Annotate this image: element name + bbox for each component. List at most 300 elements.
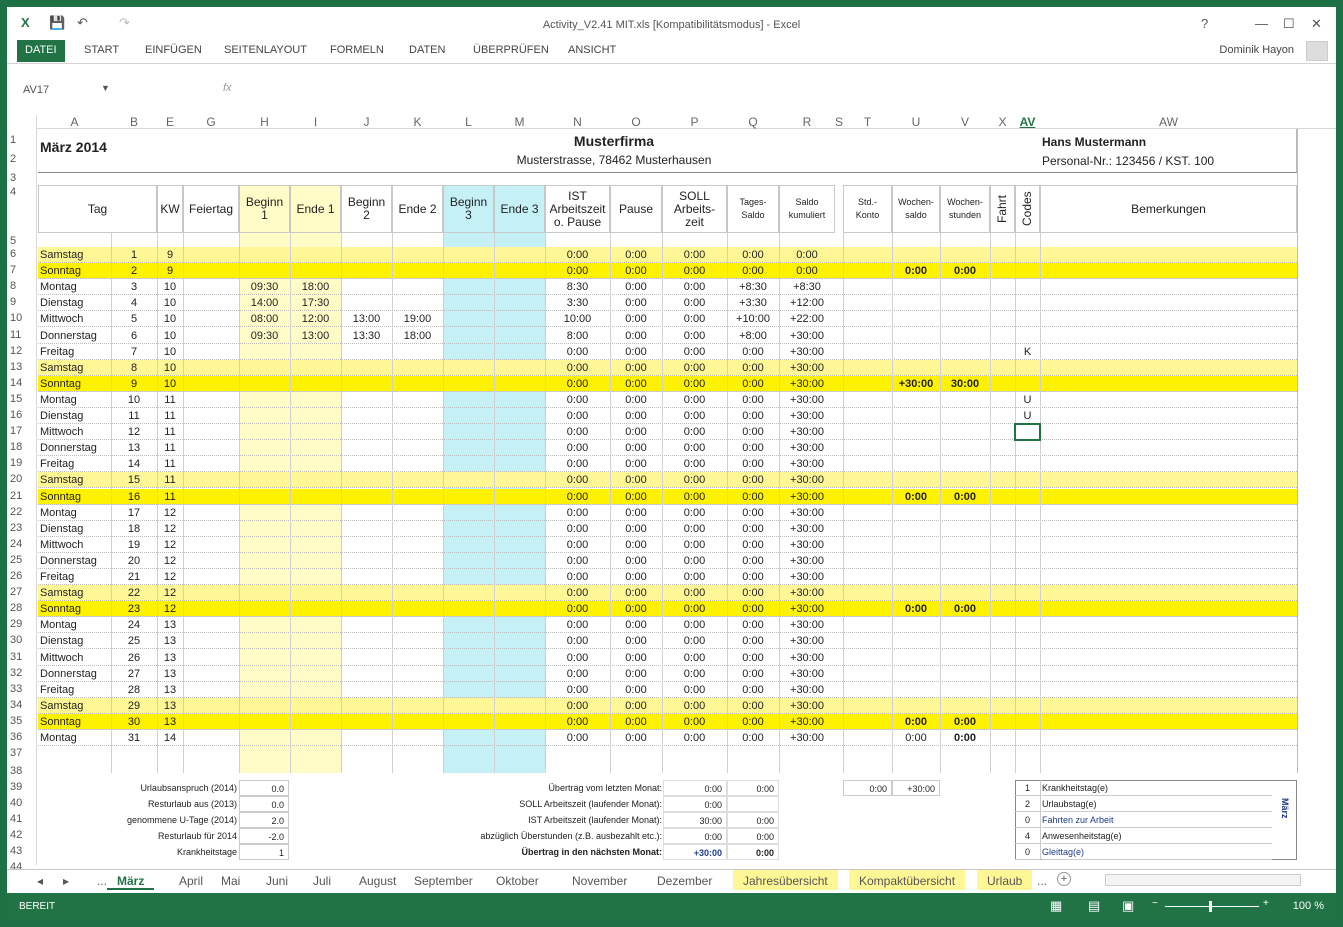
- summary-value[interactable]: -2.0: [239, 828, 289, 844]
- day-cell-B[interactable]: 8: [130, 361, 138, 374]
- day-cell-O[interactable]: 0:00: [625, 281, 647, 294]
- row-number[interactable]: 25: [10, 553, 23, 566]
- day-cell-U[interactable]: 0:00: [904, 603, 928, 616]
- day-cell-O[interactable]: 0:00: [625, 667, 647, 680]
- day-cell-A[interactable]: Dienstag: [40, 635, 84, 648]
- day-cell-V[interactable]: 0:00: [953, 490, 977, 503]
- day-cell-O[interactable]: 0:00: [625, 522, 647, 535]
- day-cell-O[interactable]: 0:00: [625, 265, 647, 278]
- day-cell-B[interactable]: 30: [127, 715, 141, 728]
- carryover-value[interactable]: 0:00: [663, 796, 727, 812]
- day-cell-B[interactable]: 2: [130, 265, 138, 278]
- day-cell-B[interactable]: 22: [127, 587, 141, 600]
- row-number[interactable]: 17: [10, 425, 23, 438]
- day-cell-B[interactable]: 31: [127, 732, 141, 744]
- day-cell-A[interactable]: Sonntag: [40, 490, 81, 503]
- day-cell-P[interactable]: 0:00: [683, 313, 706, 326]
- day-cell-P[interactable]: 0:00: [683, 377, 706, 390]
- day-cell-B[interactable]: 13: [127, 442, 141, 455]
- header-cell-E[interactable]: KW: [157, 185, 183, 233]
- day-cell-B[interactable]: 6: [130, 329, 138, 342]
- day-cell-U[interactable]: 0:00: [904, 490, 928, 503]
- day-cell-Q[interactable]: 0:00: [742, 619, 764, 632]
- row-number[interactable]: 9: [10, 296, 17, 309]
- day-cell-N[interactable]: 8:00: [566, 329, 589, 342]
- carryover-value[interactable]: +30:00: [663, 844, 727, 860]
- day-cell-P[interactable]: 0:00: [683, 297, 706, 310]
- header-cell-O[interactable]: Pause: [610, 185, 662, 233]
- day-cell-E[interactable]: 13: [163, 651, 177, 664]
- day-cell-B[interactable]: 5: [130, 313, 138, 326]
- day-cell-Q[interactable]: 0:00: [742, 554, 764, 567]
- day-cell-B[interactable]: 19: [127, 538, 141, 551]
- ribbon-tab-5[interactable]: DATEN: [409, 44, 446, 56]
- column-header-L[interactable]: L: [465, 115, 472, 129]
- row-number[interactable]: 33: [10, 682, 23, 695]
- column-header-AW[interactable]: AW: [1159, 115, 1178, 129]
- day-cell-B[interactable]: 7: [130, 345, 138, 358]
- day-cell-O[interactable]: 0:00: [625, 458, 647, 471]
- day-cell-P[interactable]: 0:00: [683, 554, 706, 567]
- day-cell-R[interactable]: +30:00: [790, 587, 824, 600]
- day-cell-Q[interactable]: 0:00: [742, 442, 764, 455]
- column-header-M[interactable]: M: [514, 115, 525, 129]
- ribbon-tab-0[interactable]: DATEI: [17, 40, 65, 62]
- avatar[interactable]: [1306, 41, 1328, 61]
- row-number[interactable]: 20: [10, 473, 23, 486]
- column-header-AV[interactable]: AV: [1019, 115, 1036, 129]
- day-cell-E[interactable]: 10: [163, 313, 177, 326]
- column-header-Q[interactable]: Q: [748, 115, 758, 129]
- day-cell-Q[interactable]: +8:30: [739, 281, 767, 294]
- row-number[interactable]: 41: [10, 813, 23, 825]
- column-header-N[interactable]: N: [573, 115, 582, 129]
- header-cell-V[interactable]: Wochen- stunden: [940, 185, 990, 233]
- page-break-icon[interactable]: ▣: [1122, 898, 1135, 913]
- day-cell-N[interactable]: 0:00: [566, 442, 589, 455]
- zoom-slider-thumb[interactable]: [1209, 901, 1212, 912]
- day-cell-E[interactable]: 9: [166, 265, 174, 278]
- sheet-tab-13[interactable]: Urlaub: [977, 870, 1032, 890]
- day-cell-Q[interactable]: 0:00: [742, 426, 764, 439]
- day-cell-Q[interactable]: 0:00: [742, 522, 764, 535]
- day-cell-B[interactable]: 17: [127, 506, 141, 519]
- row-number[interactable]: 4: [10, 186, 17, 198]
- header-cell-M[interactable]: Ende 3: [494, 185, 545, 233]
- day-cell-R[interactable]: +30:00: [790, 699, 824, 712]
- day-cell-P[interactable]: 0:00: [683, 732, 706, 744]
- day-cell-O[interactable]: 0:00: [625, 361, 647, 374]
- day-cell-A[interactable]: Montag: [40, 393, 77, 406]
- tab-prev-icon[interactable]: ◂: [37, 874, 44, 888]
- day-cell-P[interactable]: 0:00: [683, 715, 706, 728]
- day-cell-Q[interactable]: 0:00: [742, 249, 764, 261]
- header-cell-A[interactable]: Tag: [38, 185, 157, 233]
- row-number[interactable]: 23: [10, 521, 23, 534]
- day-cell-A[interactable]: Dienstag: [40, 297, 84, 310]
- day-cell-Q[interactable]: 0:00: [742, 490, 764, 503]
- carryover-value-2[interactable]: 0:00: [727, 844, 779, 860]
- day-cell-N[interactable]: 0:00: [566, 667, 589, 680]
- day-cell-P[interactable]: 0:00: [683, 522, 706, 535]
- day-cell-Q[interactable]: 0:00: [742, 393, 764, 406]
- page-layout-icon[interactable]: ▤: [1088, 898, 1101, 913]
- day-cell-E[interactable]: 10: [163, 345, 177, 358]
- day-cell-R[interactable]: +30:00: [790, 603, 824, 616]
- carryover-value[interactable]: 0:00: [663, 780, 727, 796]
- day-cell-B[interactable]: 25: [127, 635, 141, 648]
- day-cell-O[interactable]: 0:00: [625, 635, 647, 648]
- day-cell-P[interactable]: 0:00: [683, 506, 706, 519]
- day-cell-N[interactable]: 0:00: [566, 522, 589, 535]
- day-cell-Q[interactable]: 0:00: [742, 651, 764, 664]
- day-cell-E[interactable]: 11: [164, 490, 176, 503]
- day-cell-B[interactable]: 1: [130, 249, 138, 261]
- day-cell-Q[interactable]: 0:00: [742, 635, 764, 648]
- day-cell-E[interactable]: 14: [163, 732, 177, 744]
- day-cell-B[interactable]: 16: [127, 490, 141, 503]
- day-cell-A[interactable]: Mittwoch: [40, 313, 84, 326]
- header-cell-R[interactable]: Saldo kumuliert: [779, 185, 835, 233]
- day-cell-E[interactable]: 12: [163, 587, 177, 600]
- day-cell-B[interactable]: 11: [128, 410, 140, 422]
- day-cell-R[interactable]: +30:00: [790, 410, 824, 422]
- day-cell-A[interactable]: Dienstag: [40, 522, 84, 535]
- header-cell-L[interactable]: Beginn 3: [443, 185, 494, 233]
- column-header-P[interactable]: P: [690, 115, 699, 129]
- day-cell-P[interactable]: 0:00: [683, 635, 706, 648]
- day-cell-H[interactable]: 14:00: [250, 297, 279, 310]
- day-cell-Q[interactable]: +8:00: [739, 329, 767, 342]
- sheet-tab-4[interactable]: Juni: [266, 874, 289, 888]
- day-cell-Q[interactable]: 0:00: [742, 571, 764, 583]
- column-header-B[interactable]: B: [129, 115, 138, 129]
- day-cell-A[interactable]: Sonntag: [40, 377, 81, 390]
- day-cell-P[interactable]: 0:00: [683, 619, 706, 632]
- day-cell-E[interactable]: 13: [163, 635, 177, 648]
- row-number[interactable]: 31: [10, 650, 23, 663]
- row-number[interactable]: 21: [10, 489, 23, 502]
- day-cell-Q[interactable]: 0:00: [742, 732, 764, 744]
- day-cell-A[interactable]: Freitag: [40, 571, 75, 583]
- carryover-value-2[interactable]: 0:00: [727, 780, 779, 796]
- day-cell-A[interactable]: Freitag: [40, 458, 75, 471]
- day-cell-R[interactable]: +30:00: [790, 474, 824, 487]
- day-cell-P[interactable]: 0:00: [683, 393, 706, 406]
- day-cell-P[interactable]: 0:00: [683, 281, 706, 294]
- day-cell-B[interactable]: 12: [127, 426, 141, 439]
- column-header-G[interactable]: G: [206, 115, 216, 129]
- help-button[interactable]: ?: [1201, 16, 1209, 31]
- header-cell-H[interactable]: Beginn 1: [239, 185, 290, 233]
- ribbon-tab-6[interactable]: ÜBERPRÜFEN: [473, 44, 549, 56]
- day-cell-O[interactable]: 0:00: [625, 377, 647, 390]
- summary-value[interactable]: 0.0: [239, 780, 289, 796]
- day-cell-K[interactable]: 19:00: [403, 313, 432, 326]
- day-cell-R[interactable]: +30:00: [790, 329, 824, 342]
- zoom-in-icon[interactable]: +: [1263, 898, 1269, 909]
- day-cell-AV[interactable]: U: [1023, 410, 1032, 422]
- day-cell-E[interactable]: 12: [163, 554, 177, 567]
- day-cell-V[interactable]: 0:00: [953, 265, 977, 278]
- day-cell-R[interactable]: +30:00: [790, 442, 824, 455]
- day-cell-P[interactable]: 0:00: [683, 651, 706, 664]
- day-cell-I[interactable]: 18:00: [301, 281, 330, 294]
- day-cell-A[interactable]: Mittwoch: [40, 651, 84, 664]
- day-cell-E[interactable]: 10: [163, 329, 177, 342]
- day-cell-R[interactable]: +30:00: [790, 715, 824, 728]
- sheet-tab-11[interactable]: Jahresübersicht: [733, 870, 838, 890]
- row-number[interactable]: 8: [10, 280, 17, 293]
- day-cell-O[interactable]: 0:00: [625, 683, 647, 696]
- day-cell-O[interactable]: 0:00: [625, 410, 647, 422]
- sheet-tab-5[interactable]: Juli: [313, 874, 332, 888]
- day-cell-N[interactable]: 0:00: [566, 554, 589, 567]
- day-cell-A[interactable]: Montag: [40, 281, 77, 294]
- day-cell-N[interactable]: 0:00: [566, 506, 589, 519]
- day-cell-R[interactable]: +30:00: [790, 377, 824, 390]
- ribbon-tab-4[interactable]: FORMELN: [330, 44, 384, 56]
- day-cell-O[interactable]: 0:00: [625, 571, 647, 583]
- day-cell-B[interactable]: 27: [127, 667, 141, 680]
- day-cell-Q[interactable]: 0:00: [742, 410, 764, 422]
- day-cell-V[interactable]: 30:00: [950, 377, 980, 390]
- horizontal-scrollbar[interactable]: [1105, 874, 1301, 886]
- row-number[interactable]: 10: [10, 312, 23, 325]
- day-cell-A[interactable]: Freitag: [40, 345, 75, 358]
- day-cell-B[interactable]: 21: [127, 571, 141, 583]
- day-cell-U[interactable]: 0:00: [904, 715, 928, 728]
- restore-button[interactable]: ☐: [1283, 16, 1295, 31]
- day-cell-O[interactable]: 0:00: [625, 426, 647, 439]
- spreadsheet-grid[interactable]: [7, 115, 1336, 869]
- row-number[interactable]: 1: [10, 134, 17, 146]
- row-number[interactable]: 28: [10, 602, 23, 615]
- day-cell-A[interactable]: Samstag: [40, 587, 84, 600]
- day-cell-AV[interactable]: K: [1023, 345, 1032, 358]
- row-number[interactable]: 40: [10, 797, 23, 809]
- day-cell-E[interactable]: 11: [164, 458, 176, 471]
- day-cell-R[interactable]: +30:00: [790, 667, 824, 680]
- column-header-O[interactable]: O: [631, 115, 641, 129]
- day-cell-E[interactable]: 13: [163, 715, 177, 728]
- zoom-level[interactable]: 100 %: [1292, 900, 1324, 912]
- row-number[interactable]: 34: [10, 698, 23, 711]
- day-cell-N[interactable]: 0:00: [566, 490, 589, 503]
- undo-icon[interactable]: ↶: [77, 15, 88, 30]
- day-cell-O[interactable]: 0:00: [625, 603, 647, 616]
- sheet-tab-7[interactable]: September: [414, 874, 473, 888]
- day-cell-R[interactable]: +30:00: [790, 522, 824, 535]
- row-number[interactable]: 14: [10, 376, 23, 389]
- column-header-J[interactable]: J: [363, 115, 370, 129]
- day-cell-J[interactable]: 13:00: [352, 313, 381, 326]
- day-cell-O[interactable]: 0:00: [625, 554, 647, 567]
- chevron-down-icon[interactable]: ▼: [101, 83, 110, 93]
- day-cell-R[interactable]: 0:00: [796, 265, 818, 278]
- day-cell-E[interactable]: 13: [163, 667, 177, 680]
- day-cell-E[interactable]: 10: [163, 361, 177, 374]
- sheet-tab-3[interactable]: Mai: [221, 874, 241, 888]
- day-cell-N[interactable]: 0:00: [566, 265, 589, 278]
- carryover-value-2[interactable]: 0:00: [727, 828, 779, 844]
- day-cell-B[interactable]: 3: [130, 281, 138, 294]
- row-number[interactable]: 44: [10, 861, 23, 869]
- sheet-tab-0[interactable]: ...: [97, 874, 108, 888]
- save-icon[interactable]: 💾: [49, 15, 66, 30]
- row-number[interactable]: 22: [10, 505, 23, 518]
- close-button[interactable]: ✕: [1311, 16, 1322, 31]
- day-cell-N[interactable]: 0:00: [566, 410, 589, 422]
- day-cell-A[interactable]: Sonntag: [40, 603, 81, 616]
- day-cell-E[interactable]: 11: [164, 442, 176, 455]
- day-cell-Q[interactable]: 0:00: [742, 506, 764, 519]
- row-number[interactable]: 30: [10, 634, 23, 647]
- day-cell-E[interactable]: 9: [166, 249, 174, 261]
- day-cell-N[interactable]: 0:00: [566, 474, 589, 487]
- row-number[interactable]: 11: [10, 328, 22, 341]
- day-cell-B[interactable]: 9: [130, 377, 138, 390]
- row-number[interactable]: 3: [10, 172, 17, 184]
- day-cell-R[interactable]: +22:00: [790, 313, 824, 326]
- day-cell-R[interactable]: +30:00: [790, 426, 824, 439]
- carryover-value-2[interactable]: 0:00: [727, 812, 779, 828]
- day-cell-O[interactable]: 0:00: [625, 393, 647, 406]
- day-cell-O[interactable]: 0:00: [625, 313, 647, 326]
- day-cell-N[interactable]: 10:00: [563, 313, 592, 326]
- day-cell-N[interactable]: 0:00: [566, 732, 589, 744]
- day-cell-R[interactable]: 0:00: [796, 249, 818, 261]
- day-cell-R[interactable]: +30:00: [790, 490, 824, 503]
- day-cell-E[interactable]: 12: [163, 506, 177, 519]
- day-cell-R[interactable]: +30:00: [790, 506, 824, 519]
- row-number[interactable]: 42: [10, 829, 23, 841]
- day-cell-A[interactable]: Mittwoch: [40, 426, 84, 439]
- row-number[interactable]: 15: [10, 392, 23, 405]
- column-header-X[interactable]: X: [998, 115, 1007, 129]
- day-cell-R[interactable]: +30:00: [790, 635, 824, 648]
- sheet-tab-14[interactable]: ...: [1037, 874, 1048, 888]
- day-cell-P[interactable]: 0:00: [683, 699, 706, 712]
- header-cell-K[interactable]: Ende 2: [392, 185, 443, 233]
- day-cell-Q[interactable]: 0:00: [742, 345, 764, 358]
- day-cell-A[interactable]: Freitag: [40, 683, 75, 696]
- day-cell-R[interactable]: +30:00: [790, 393, 824, 406]
- row-number[interactable]: 2: [10, 153, 17, 165]
- day-cell-N[interactable]: 0:00: [566, 635, 589, 648]
- day-cell-E[interactable]: 13: [163, 619, 177, 632]
- day-cell-P[interactable]: 0:00: [683, 683, 706, 696]
- day-cell-Q[interactable]: 0:00: [742, 603, 764, 616]
- day-cell-J[interactable]: 13:30: [352, 329, 381, 342]
- day-cell-I[interactable]: 12:00: [301, 313, 330, 326]
- day-cell-A[interactable]: Montag: [40, 506, 77, 519]
- day-cell-P[interactable]: 0:00: [683, 538, 706, 551]
- sheet-tab-6[interactable]: August: [359, 874, 397, 888]
- row-number[interactable]: 37: [10, 747, 23, 760]
- column-header-S[interactable]: S: [835, 115, 844, 129]
- day-cell-N[interactable]: 0:00: [566, 651, 589, 664]
- day-cell-B[interactable]: 18: [127, 522, 141, 535]
- konto-value[interactable]: 0:00: [843, 780, 892, 796]
- zoom-slider[interactable]: [1165, 906, 1259, 907]
- sheet-tab-10[interactable]: Dezember: [657, 874, 713, 888]
- day-cell-R[interactable]: +30:00: [790, 361, 824, 374]
- day-cell-R[interactable]: +30:00: [790, 571, 824, 583]
- day-cell-P[interactable]: 0:00: [683, 249, 706, 261]
- day-cell-R[interactable]: +30:00: [790, 619, 824, 632]
- user-name[interactable]: Dominik Hayon: [1219, 44, 1294, 56]
- header-cell-N[interactable]: IST Arbeitszeit o. Pause: [545, 185, 610, 233]
- tab-next-icon[interactable]: ▸: [63, 874, 70, 888]
- day-cell-R[interactable]: +30:00: [790, 554, 824, 567]
- day-cell-AV[interactable]: U: [1023, 393, 1032, 406]
- day-cell-Q[interactable]: 0:00: [742, 538, 764, 551]
- row-number[interactable]: 13: [10, 360, 23, 373]
- day-cell-O[interactable]: 0:00: [625, 442, 647, 455]
- day-cell-B[interactable]: 15: [127, 474, 141, 487]
- row-number[interactable]: 5: [10, 235, 17, 247]
- normal-view-icon[interactable]: ▦: [1050, 898, 1063, 913]
- day-cell-P[interactable]: 0:00: [683, 329, 706, 342]
- day-cell-N[interactable]: 0:00: [566, 426, 589, 439]
- day-cell-E[interactable]: 13: [163, 699, 177, 712]
- day-cell-V[interactable]: 0:00: [953, 732, 977, 744]
- row-number[interactable]: 32: [10, 666, 23, 679]
- day-cell-A[interactable]: Donnerstag: [40, 667, 97, 680]
- day-cell-P[interactable]: 0:00: [683, 667, 706, 680]
- day-cell-V[interactable]: 0:00: [953, 603, 977, 616]
- row-number[interactable]: 24: [10, 537, 23, 550]
- row-number[interactable]: 7: [10, 264, 17, 277]
- day-cell-N[interactable]: 0:00: [566, 458, 589, 471]
- day-cell-E[interactable]: 11: [164, 410, 176, 422]
- day-cell-N[interactable]: 0:00: [566, 587, 589, 600]
- day-cell-B[interactable]: 24: [127, 619, 141, 632]
- name-box[interactable]: AV17: [23, 84, 50, 96]
- day-cell-Q[interactable]: 0:00: [742, 377, 764, 390]
- day-cell-E[interactable]: 12: [163, 571, 177, 583]
- column-header-T[interactable]: T: [863, 115, 872, 129]
- day-cell-R[interactable]: +12:00: [790, 297, 824, 310]
- summary-value[interactable]: 0.0: [239, 796, 289, 812]
- sheet-tab-9[interactable]: November: [572, 874, 628, 888]
- day-cell-O[interactable]: 0:00: [625, 506, 647, 519]
- day-cell-E[interactable]: 10: [163, 297, 177, 310]
- day-cell-O[interactable]: 0:00: [625, 297, 647, 310]
- row-number[interactable]: 29: [10, 618, 23, 631]
- day-cell-R[interactable]: +30:00: [790, 345, 824, 358]
- day-cell-A[interactable]: Samstag: [40, 474, 84, 487]
- day-cell-O[interactable]: 0:00: [625, 587, 647, 600]
- day-cell-P[interactable]: 0:00: [683, 474, 706, 487]
- row-number[interactable]: 27: [10, 586, 23, 599]
- day-cell-N[interactable]: 8:30: [566, 281, 589, 294]
- add-sheet-icon[interactable]: +: [1057, 872, 1071, 886]
- column-header-V[interactable]: V: [960, 115, 969, 129]
- day-cell-E[interactable]: 11: [164, 474, 176, 487]
- day-cell-U[interactable]: +30:00: [898, 377, 934, 390]
- day-cell-O[interactable]: 0:00: [625, 538, 647, 551]
- day-cell-Q[interactable]: 0:00: [742, 683, 764, 696]
- day-cell-Q[interactable]: 0:00: [742, 587, 764, 600]
- sheet-tab-12[interactable]: Kompaktübersicht: [849, 870, 965, 890]
- sheet-tab-1[interactable]: März: [107, 870, 154, 890]
- day-cell-N[interactable]: 0:00: [566, 393, 589, 406]
- day-cell-R[interactable]: +8:30: [793, 281, 821, 294]
- redo-icon[interactable]: ↷: [119, 15, 130, 30]
- day-cell-A[interactable]: Donnerstag: [40, 554, 97, 567]
